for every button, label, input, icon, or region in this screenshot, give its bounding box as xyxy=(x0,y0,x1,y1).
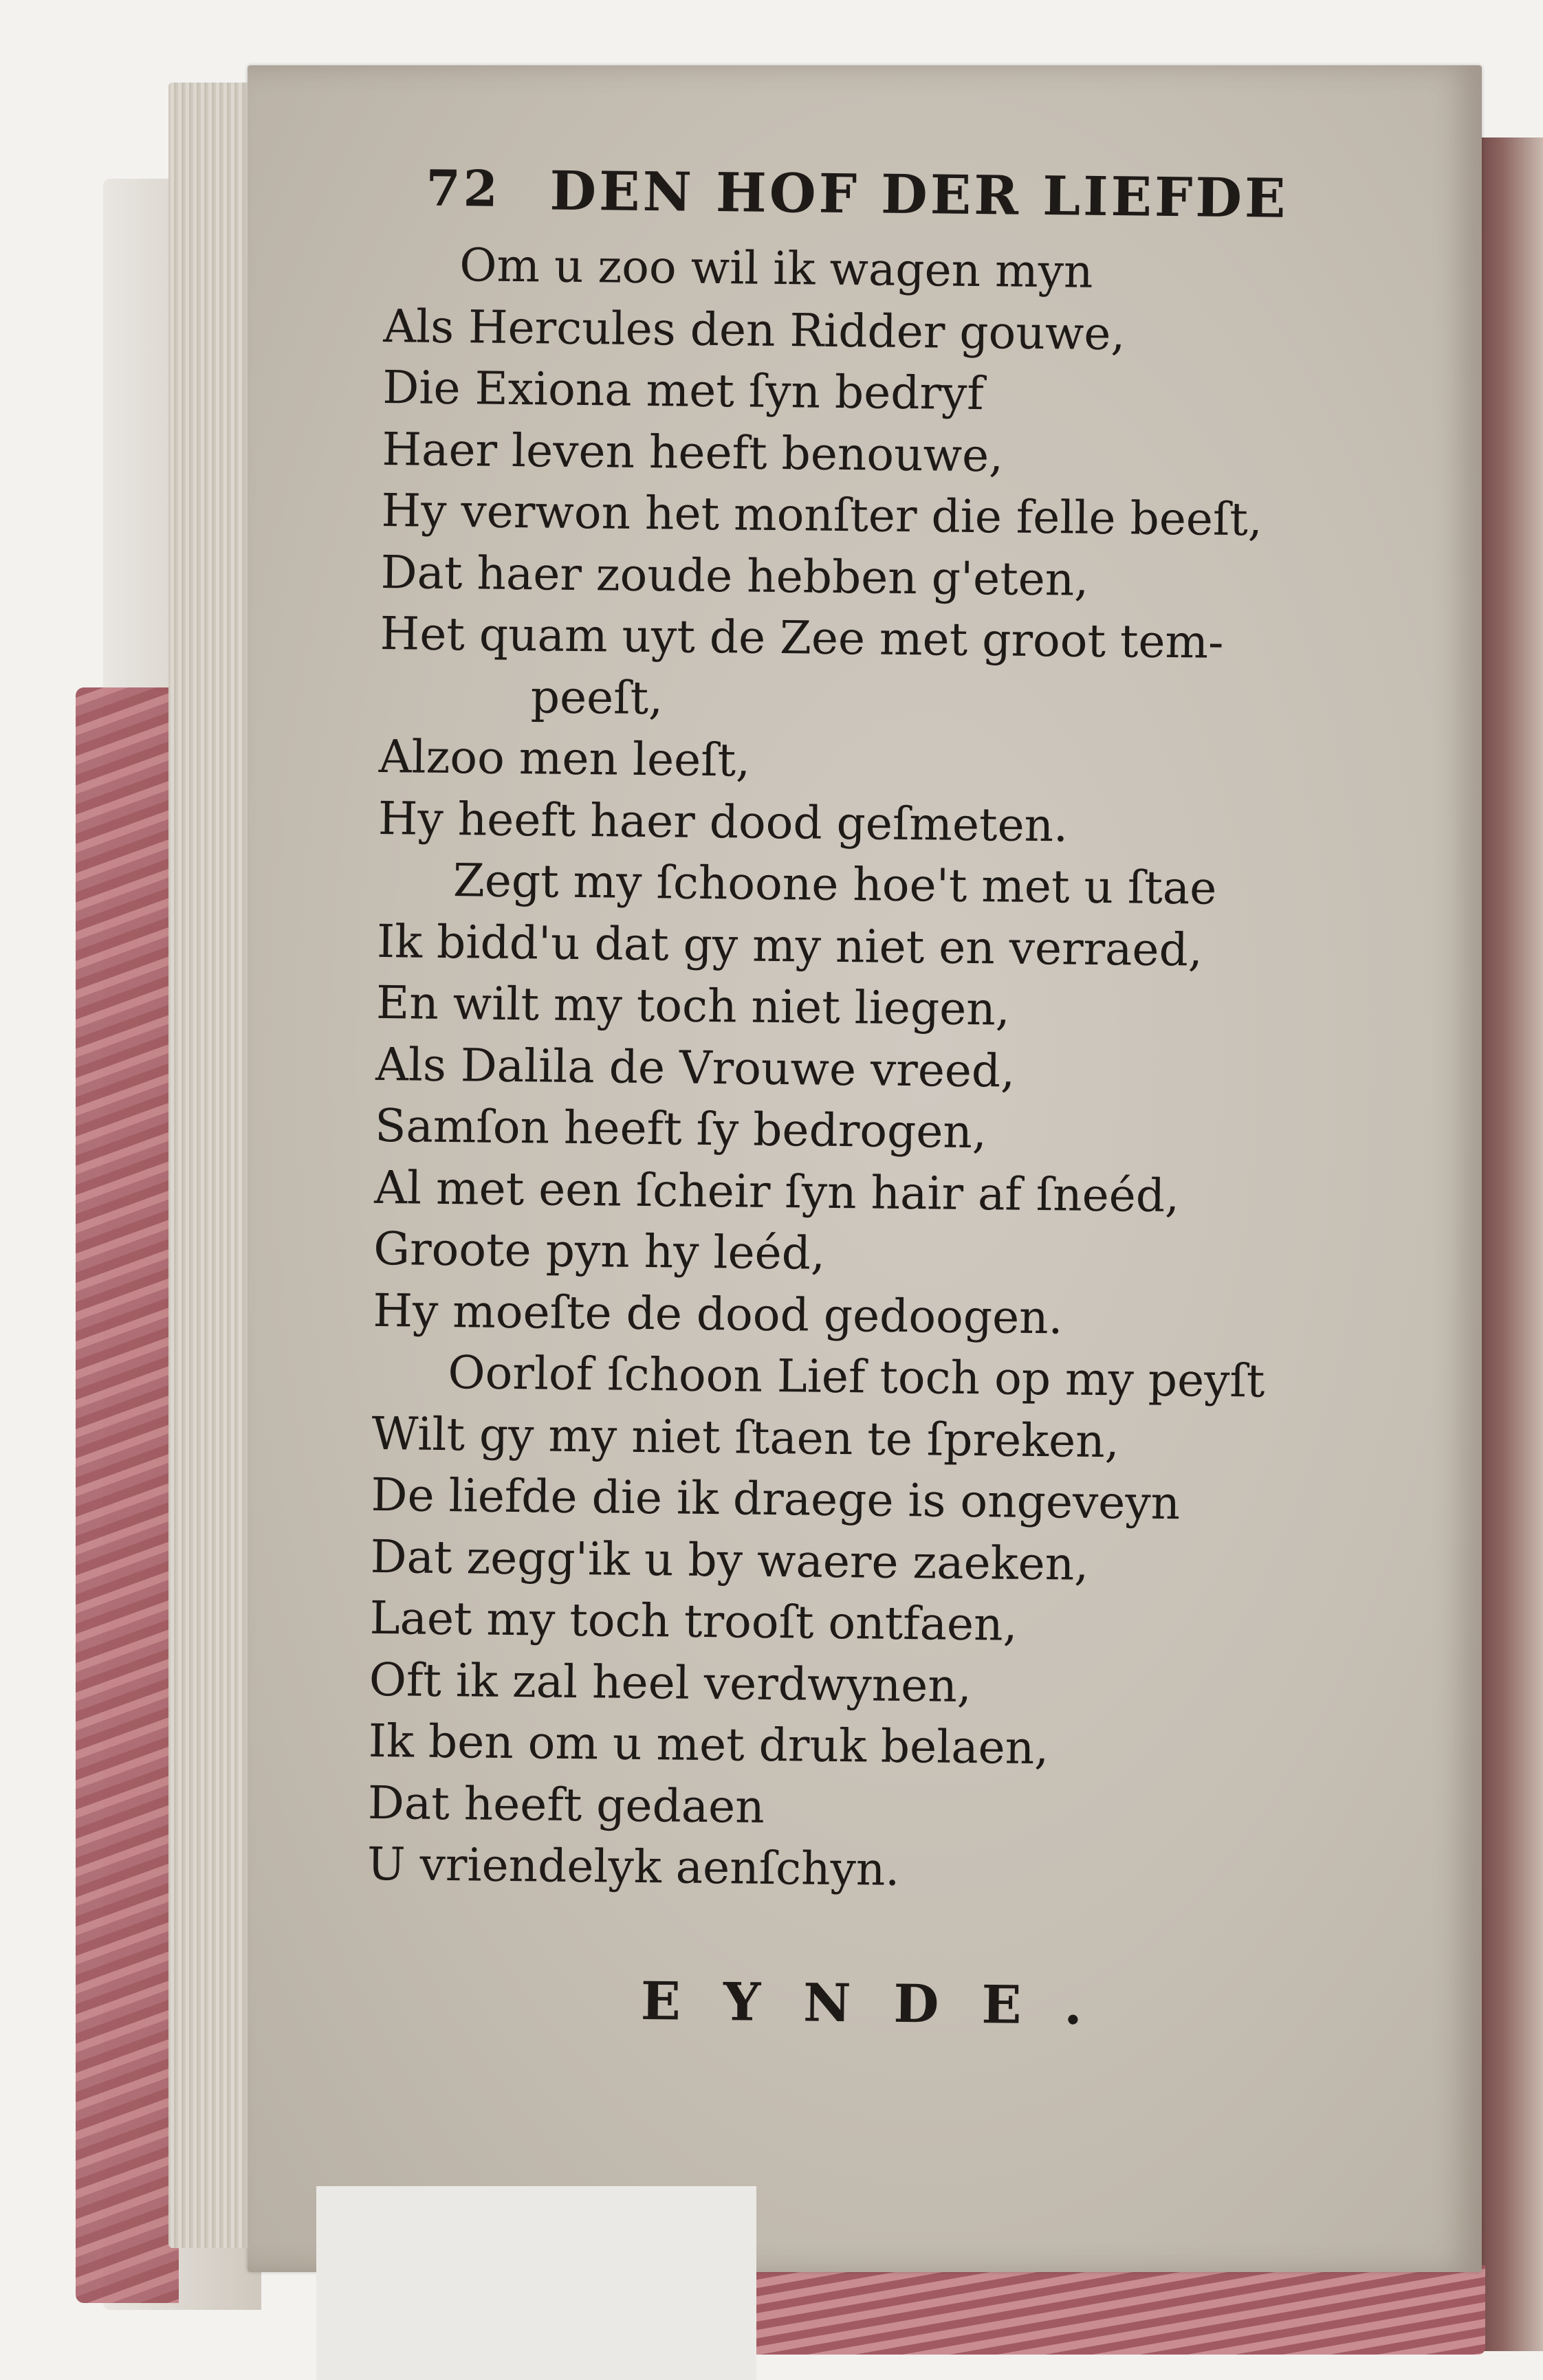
poem-line: Dat zegg'ik u by waere zaeken, xyxy=(370,1530,1089,1591)
red-cloth-binding xyxy=(76,687,179,2303)
poem-line: peeſt, xyxy=(530,670,664,725)
poem-line: Alzoo men leeſt, xyxy=(378,729,751,787)
poem-line: En wilt my toch niet liegen, xyxy=(375,976,1011,1036)
poem-line: Om u zoo wil ik wagen myn xyxy=(459,239,1093,298)
poem-line: Als Hercules den Ridder gouwe, xyxy=(383,299,1126,360)
facing-page-edge xyxy=(1475,137,1543,2351)
poem-line: Hy moeſte de dood gedoogen. xyxy=(373,1283,1064,1344)
poem-line: U vriendelyk aenſchyn. xyxy=(366,1837,900,1896)
poem-line: Oft ik zal heel verdwynen, xyxy=(369,1653,972,1712)
poem-line: Haer leven heeft benouwe, xyxy=(382,422,1004,482)
poem-line: Ik bidd'u dat gy my niet en verraed, xyxy=(376,914,1203,977)
poem-line: Laet my toch trooſt ontfaen, xyxy=(369,1591,1018,1651)
poem-line: Oorlof ſchoon Lief toch op my peyſt xyxy=(448,1346,1265,1408)
white-tab xyxy=(316,2186,756,2380)
poem-line: Dat haer zoude hebben g'eten, xyxy=(380,545,1089,606)
poem-line: Zegt my ſchoone hoe't met u ſtae xyxy=(452,854,1217,915)
poem-line: Die Exiona met ſyn bedryf xyxy=(382,360,985,421)
poem-line: Dat heeft gedaen xyxy=(367,1776,765,1833)
poem-line: Hy heeft haer dood geſmeten. xyxy=(377,791,1069,852)
poem-line: Ik ben om u met druk belaen, xyxy=(368,1714,1049,1775)
running-title: DEN HOF DER LIEFDE xyxy=(549,159,1289,230)
poem-line: Samſon heeft ſy bedrogen, xyxy=(374,1099,987,1159)
poem-line: De liefde die ik draege is ongeveyn xyxy=(371,1468,1181,1530)
page-number: 72 xyxy=(426,158,501,218)
poem-line: Wilt gy my niet ſtaen te ſpreken, xyxy=(371,1407,1120,1468)
poem-line: Groote pyn hy leéd, xyxy=(373,1222,826,1280)
page-header xyxy=(384,158,1458,245)
closing-word: EYNDE. xyxy=(640,1970,1126,2036)
poem-line: Als Dalila de Vrouwe vreed, xyxy=(375,1037,1016,1098)
poem-line: Hy verwon het monſter die felle beeſt, xyxy=(381,483,1263,547)
poem-line: Al met een ſcheir ſyn hair af ſneéd, xyxy=(373,1160,1180,1222)
page-text xyxy=(366,158,1458,2040)
poem-line: Het quam uyt de Zee met groot tem- xyxy=(380,606,1224,669)
